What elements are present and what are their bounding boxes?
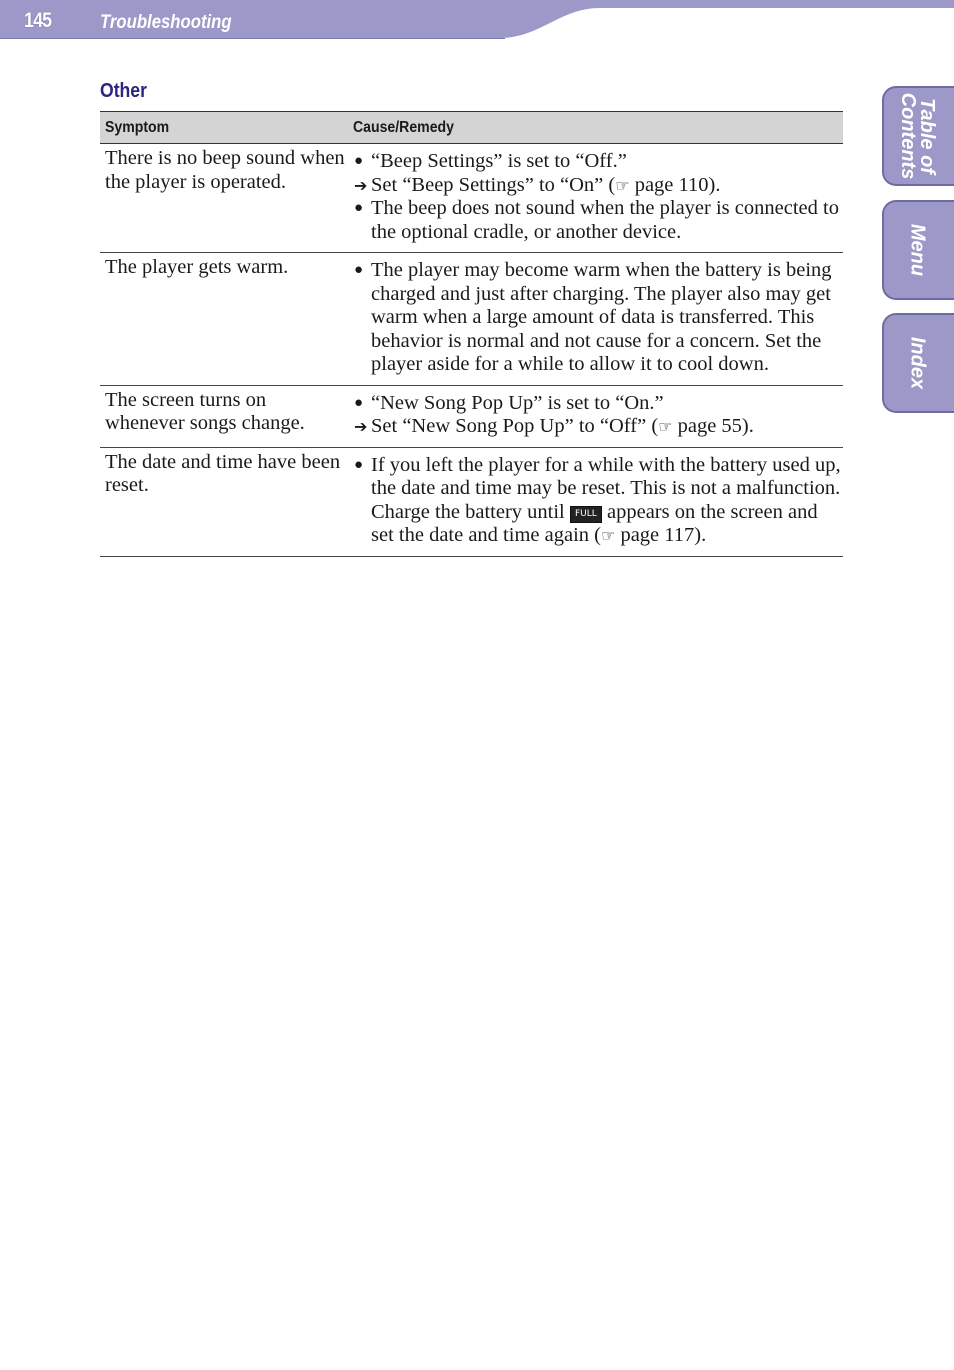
pointing-hand-icon: ☞ <box>615 175 630 195</box>
remedy-item <box>354 454 843 548</box>
remedy-text: The player may become warm when the battery is being charged and just after charging. The player also may get warm when a large amount of data is transferred. This behavior is normal and not cause for a concern. Set the player aside for a while to allow it to cool down. <box>371 259 832 375</box>
remedy-cell <box>348 385 843 447</box>
table-row <box>100 447 843 556</box>
tab-menu[interactable] <box>882 200 954 300</box>
remedy-action-text: Set “Beep Settings” to “On” ( <box>371 173 616 196</box>
table-row <box>100 144 843 253</box>
remedy-cell <box>348 447 843 556</box>
section-title: Troubleshooting <box>100 12 232 33</box>
symptom-cell: The date and time have been reset. <box>100 447 348 556</box>
remedy-item <box>354 392 843 416</box>
remedy-item <box>354 150 843 174</box>
remedy-text: If you left the player for a while with the battery used up, the date and time may be reset. This is not a malfunction. Charge the battery until <box>371 453 841 523</box>
right-arrow-icon: ➔ <box>354 417 368 436</box>
tab-table-of-contents[interactable] <box>882 86 954 186</box>
bullet-icon <box>354 150 363 174</box>
page-reference[interactable]: page 55). <box>672 415 754 437</box>
tab-index-label: Index <box>906 336 929 390</box>
table-row <box>100 253 843 386</box>
remedy-item <box>354 259 843 377</box>
remedy-text-cont: appears on the screen and set the date and time again ( <box>371 500 818 546</box>
remedy-action-text: Set “New Song Pop Up” to “Off” ( <box>371 415 659 437</box>
bullet-icon <box>354 454 363 478</box>
remedy-action <box>354 415 843 439</box>
column-header-symptom-text: Symptom <box>105 118 170 136</box>
remedy-text: The beep does not sound when the player is connected to the optional cradle, or another device. <box>371 197 839 243</box>
remedy-item <box>354 197 843 244</box>
symptom-cell: There is no beep sound when the player is operated. <box>100 144 348 253</box>
symptom-cell: The player gets warm. <box>100 253 348 386</box>
remedy-text: “Beep Settings” is set to “Off.” <box>371 150 627 172</box>
bullet-icon <box>354 197 363 221</box>
table-row <box>100 385 843 447</box>
right-arrow-icon: ➔ <box>354 175 368 195</box>
tab-menu-label: Menu <box>906 223 929 277</box>
remedy-text: “New Song Pop Up” is set to “On.” <box>371 391 664 414</box>
tab-table-of-contents-label: Table of Contents <box>897 92 938 180</box>
page-number: 145 <box>24 9 52 32</box>
bullet-icon <box>354 259 363 283</box>
battery-full-icon: FULL <box>570 506 602 523</box>
column-header-symptom <box>100 112 348 144</box>
column-header-cause-remedy-text: Cause/Remedy <box>353 118 454 136</box>
page-reference[interactable]: page 110). <box>629 173 721 196</box>
bullet-icon <box>354 392 363 416</box>
remedy-action <box>354 174 843 198</box>
page-reference[interactable]: page 117). <box>615 524 707 546</box>
pointing-hand-icon: ☞ <box>658 417 673 436</box>
remedy-cell <box>348 253 843 386</box>
symptom-cell: The screen turns on whenever songs change. <box>100 385 348 447</box>
remedy-cell <box>348 144 843 253</box>
header-bar <box>0 0 954 40</box>
table-header-row <box>100 112 843 144</box>
pointing-hand-icon: ☞ <box>600 526 616 545</box>
troubleshooting-table <box>100 111 843 557</box>
column-header-cause-remedy <box>348 112 843 144</box>
subsection-heading: Other <box>100 80 147 102</box>
tab-index[interactable] <box>882 313 954 413</box>
